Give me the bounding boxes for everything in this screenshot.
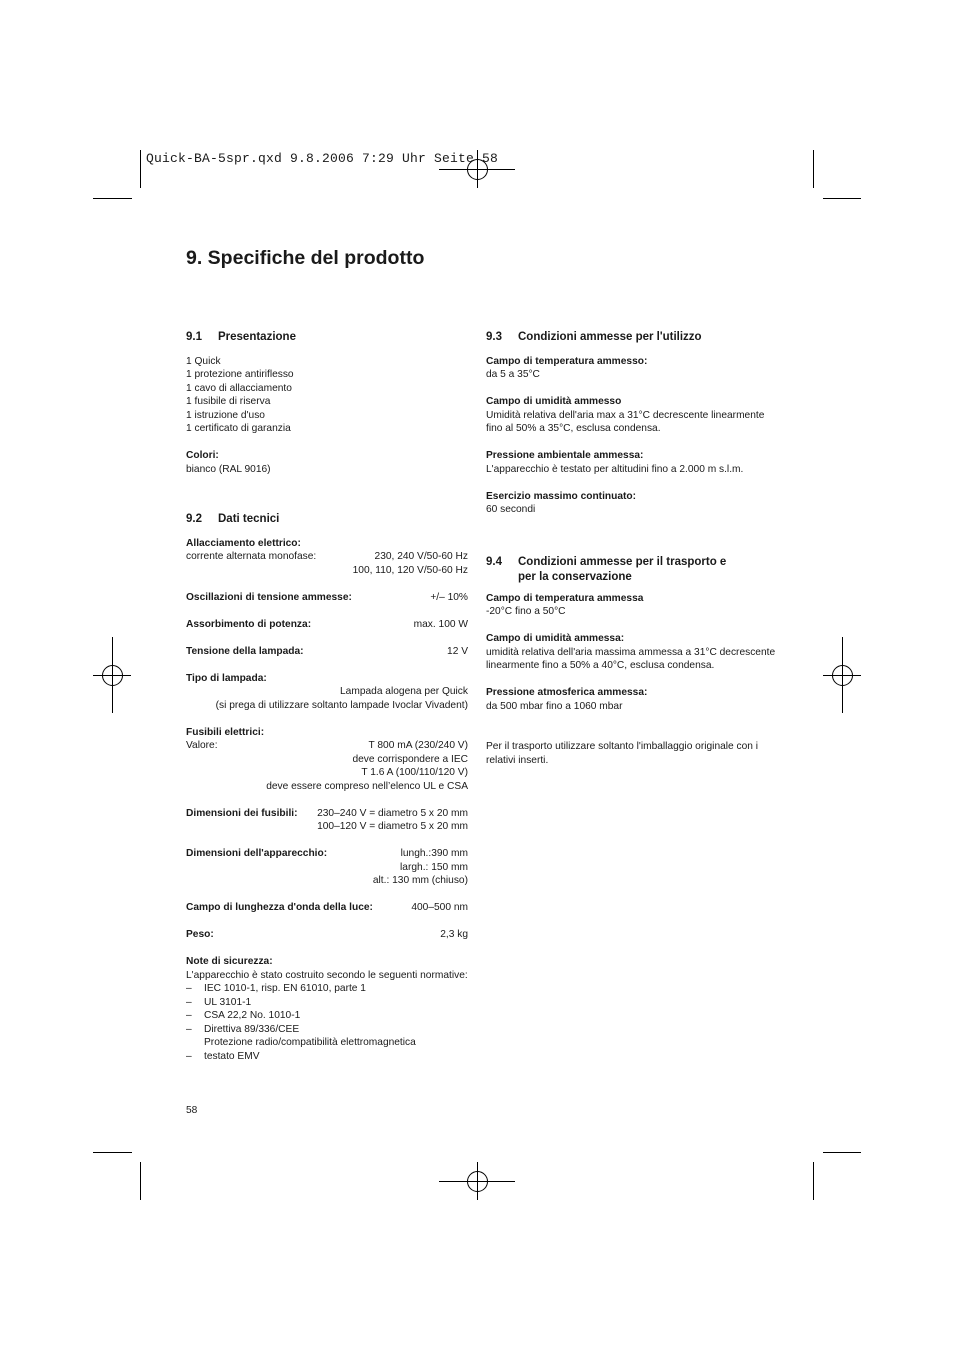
spec-value: (si prega di utilizzare soltanto lampade Ivoclar Vivadent): [215, 699, 468, 711]
dash-bullet: –: [186, 1023, 192, 1035]
spec-value: da 500 mbar fino a 1060 mbar: [486, 700, 623, 712]
spec-value: max. 100 W: [413, 618, 468, 630]
list-item-text: Direttiva 89/336/CEE: [204, 1023, 300, 1035]
safety-notes-label: Note di sicurezza:: [186, 956, 273, 967]
spec-label: Pressione atmosferica ammessa:: [486, 687, 648, 698]
spec-value: 100–120 V = diametro 5 x 20 mm: [317, 821, 468, 832]
list-item: 1 cavo di allacciamento: [186, 382, 292, 394]
spec-value: largh.: 150 mm: [400, 861, 468, 873]
list-item: 1 certificato di garanzia: [186, 423, 291, 434]
section-heading-9-3: [486, 330, 766, 346]
section-number: 9.3: [486, 331, 502, 343]
right-column: [486, 330, 776, 767]
list-item-text: testato EMV: [204, 1050, 260, 1062]
colors-value: bianco (RAL 9016): [186, 463, 271, 475]
spec-value: 100, 110, 120 V/50-60 Hz: [352, 564, 468, 576]
spec-value: deve essere compreso nell’elenco UL e CSA: [266, 780, 468, 792]
spec-row-power-connection: [186, 550, 468, 564]
spec-value: da 5 a 35°C: [486, 369, 540, 380]
spec-value: T 800 mA (230/240 V): [368, 740, 468, 751]
spec-value: 400–500 nm: [411, 902, 468, 913]
spec-label: Peso:: [186, 929, 214, 940]
spec-label: Dimensioni dell'apparecchio:: [186, 848, 328, 859]
colors-label: Colori:: [186, 450, 219, 461]
dash-bullet: –: [186, 996, 192, 1008]
list-item-text: Protezione radio/compatibilità elettromagnetica: [204, 1037, 416, 1048]
list-item: 1 istruzione d'uso: [186, 409, 265, 421]
spec-sublabel: Valore:: [186, 740, 218, 751]
spec-label: Pressione ambientale ammessa:: [486, 450, 644, 461]
list-item: 1 protezione antiriflesso: [186, 369, 294, 380]
spec-value: 230, 240 V/50-60 Hz: [374, 551, 468, 562]
spec-label-fuses: Fusibili elettrici:: [186, 726, 265, 738]
spec-row-power-consumption: [186, 618, 468, 632]
list-item-continuation: [186, 1036, 468, 1050]
section-title-line: per la conservazione: [518, 571, 632, 583]
spec-label: Assorbimento di potenza:: [186, 618, 312, 630]
list-item: [186, 1009, 468, 1023]
spec-label: Campo di umidità ammesso: [486, 396, 622, 407]
spec-value: umidità relativa dell'aria massima ammessa a 31°C decrescente: [486, 646, 776, 658]
spec-value: Umidità relativa dell'aria max a 31°C decrescente linearmente: [486, 409, 765, 421]
section-title: Dati tecnici: [218, 513, 280, 525]
spec-value: 2,3 kg: [440, 929, 468, 940]
section-title-line: Condizioni ammesse per il trasporto e: [518, 555, 727, 568]
section-heading-9-1: [186, 330, 468, 346]
dash-bullet: –: [186, 1010, 192, 1021]
file-slug: Quick-BA-5spr.qxd 9.8.2006 7:29 Uhr Seite 58: [146, 151, 499, 166]
spec-value: deve corrispondere a IEC: [352, 753, 468, 765]
list-item: [186, 982, 468, 996]
list-item: [186, 996, 468, 1010]
spec-label: Esercizio massimo continuato:: [486, 490, 637, 502]
contents-list: [186, 355, 468, 436]
spec-label: Oscillazioni di tensione ammesse:: [186, 591, 352, 603]
list-item: [186, 1050, 468, 1064]
spec-label: Campo di temperatura ammessa: [486, 592, 644, 604]
spec-value: -20°C fino a 50°C: [486, 606, 566, 617]
spec-label: Campo di lunghezza d'onda della luce:: [186, 902, 373, 913]
spec-label: Tensione della lampada:: [186, 645, 304, 657]
section-number: 9.1: [186, 331, 202, 343]
spec-value: 60 secondi: [486, 504, 536, 515]
spec-label: Campo di umidità ammessa:: [486, 633, 625, 644]
page-number: 58: [186, 1105, 198, 1116]
section-number: 9.4: [486, 555, 502, 568]
section-heading-9-2: [186, 512, 468, 528]
spec-label-power-connection: Allacciamento elettrico:: [186, 537, 301, 549]
spec-value: +/– 10%: [430, 591, 468, 603]
spec-row-voltage-fluctuation: [186, 591, 468, 605]
spec-row-device-dimensions: [186, 847, 468, 861]
spec-value: fino al 50% a 35°C, esclusa condensa.: [486, 423, 661, 434]
dash-bullet: –: [186, 1050, 192, 1062]
list-item: 1 Quick: [186, 355, 221, 367]
spec-label-lamp-type: Tipo di lampada:: [186, 672, 267, 684]
spec-row-weight: [186, 928, 468, 942]
spec-value: Lampada alogena per Quick: [340, 686, 468, 697]
list-item-text: CSA 22,2 No. 1010-1: [204, 1010, 301, 1021]
left-column: [186, 330, 468, 1063]
spec-row-fuse-dimensions: [186, 807, 468, 821]
spec-value: lungh.:390 mm: [400, 848, 468, 859]
section-heading-9-4: [486, 555, 766, 586]
transport-note: relativi inserti.: [486, 754, 549, 766]
spec-label: Campo di temperatura ammesso:: [486, 355, 648, 367]
spec-value: 12 V: [447, 645, 468, 657]
section-title: Condizioni ammesse per l'utilizzo: [518, 331, 702, 343]
spec-label: Dimensioni dei fusibili:: [186, 807, 298, 819]
list-item-text: IEC 1010-1, risp. EN 61010, parte 1: [204, 983, 366, 994]
spec-sublabel: corrente alternata monofase:: [186, 551, 317, 562]
section-title: Presentazione: [218, 331, 296, 343]
spec-value: L'apparecchio è testato per altitudini fino a 2.000 m s.l.m.: [486, 463, 744, 475]
list-item: [186, 1023, 468, 1037]
page-title: 9. Specifiche del prodotto: [186, 247, 425, 269]
section-number: 9.2: [186, 513, 202, 525]
spec-value: T 1.6 A (100/110/120 V): [361, 767, 468, 778]
spec-row-fuses: [186, 739, 468, 753]
spec-value: alt.: 130 mm (chiuso): [372, 875, 468, 886]
spec-value: linearmente fino a 50% a 40°C, esclusa condensa.: [486, 660, 715, 671]
list-item-text: UL 3101-1: [204, 996, 252, 1008]
safety-notes-intro: L'apparecchio è stato costruito secondo le seguenti normative:: [186, 969, 468, 981]
list-item: 1 fusibile di riserva: [186, 396, 271, 407]
dash-bullet: –: [186, 983, 192, 994]
spec-row-wavelength: [186, 901, 468, 915]
spec-value: 230–240 V = diametro 5 x 20 mm: [317, 807, 468, 819]
transport-note: Per il trasporto utilizzare soltanto l'imballaggio originale con i: [486, 741, 759, 752]
spec-row-lamp-voltage: [186, 645, 468, 659]
